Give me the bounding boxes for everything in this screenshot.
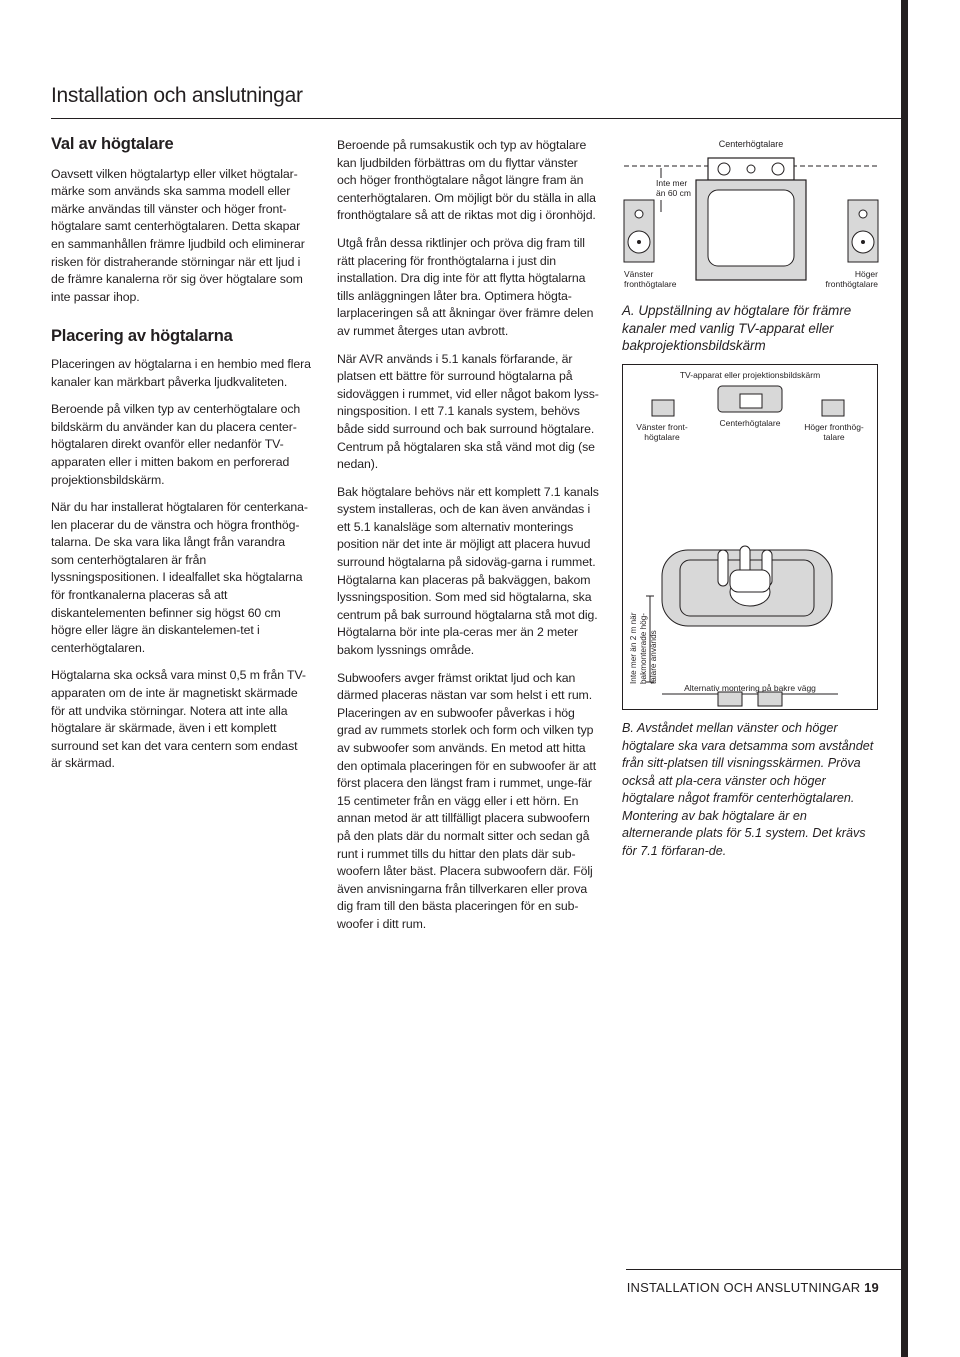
paragraph: Subwoofers avger främst oriktat ljud och kan därmed placeras nästan var som helst i ett rum. Placeringen av en subwoofer påverkas i hög grad av rummets storlek och form och vilken typ av subwoofer som används. En metod att hitta den optimala placeringen för en subwoofer är att först placera den längst fram i rummet, unge-fär 15 centimeter från en vägg eller i ett hörn. En annan metod är att tillfälligt placera subwoofern på den plats där du normalt sitter och sedan gå runt i rummet tills du hittar den plats där sub-woofern låter bäst. Placera subwoofern där. Följ även anvisningarna från tillverkaren eller prova dig fram till den bästa placeringen för en sub-woofer i ditt rum. [337, 670, 597, 931]
right-label-b: Höger fronthög- [804, 422, 864, 432]
caption-a: A. Uppställning av högtalare för främre kanaler med vanlig TV-apparat eller bakprojektionsbildskärm [622, 303, 852, 353]
page-edge-bar [901, 0, 908, 1357]
right-speaker-label: Höger [854, 269, 878, 279]
rear-label: Alternativ montering på bakre vägg [684, 683, 816, 693]
svg-text:bakmonterade hög-: bakmonterade hög- [639, 612, 648, 684]
left-speaker-label: Vänster [624, 269, 654, 279]
column-left [51, 136, 311, 783]
rear-right-speaker [758, 692, 782, 706]
paragraph: När du har installerat högtalaren för centerkana-len placerar du de vänstra och högra fronthög-talarna. De ska vara lika långt från varandra som centerhögtalaren är från lyssningspositionen. I idealfallet ska högtalarna för frontkanalerna placeras så att diskantelementen befinner sig högst 60 cm högre eller lägre än diskantelemen-tet i centerhögtalaren. [51, 500, 308, 655]
paragraph: Oavsett vilken högtalartyp eller vilket högtalar-märke som används ska samma modell eller märke användas till vänster och höger front-högtalare samt centerhögtalaren. Detta skapar en sammanhållen främre ljudbild och eliminerar risken för distraherande störningar när ett ljud i de främre kanalerna rör sig över högtalare som inte passar ihop. [51, 166, 305, 304]
paragraph: Utgå från dessa riktlinjer och pröva dig fram till rätt placering för fronthögtalarna i just din installation. Dra dig inte för att flytta högtalarna tills anläggningen låter bra. Optimera högta-larplaceringen så att åkningar över främre delen av rummet återges utan avbrott. [337, 235, 594, 338]
svg-text:än 60 cm: än 60 cm [656, 188, 691, 198]
diagram-room-layout [622, 364, 878, 710]
paragraph: Beroende på vilken typ av centerhögtalare och bildskärm du använder kan du placera center-högtalaren direkt ovanför eller nedanför TV-apparaten eller i mitten bakom en perforerad projektionsbildskärm. [51, 402, 301, 487]
page-title: Installation och anslutningar [51, 84, 303, 107]
right-speaker-b [822, 400, 844, 416]
center-label-b: Centerhögtalare [719, 418, 781, 428]
paragraph: När AVR används i 5.1 kanals förfarande, är platsen ett bättre för surround högtalarna på sidoväggen i rummet, vid eller något bakom lyss-ningsposition. I ett 7.1 kanals system, behövs både sidd surround och bak surround högtalare. Centrum på högtalaren ska stå vänd mot dig (se nedan). [337, 351, 599, 472]
svg-text:talare används: talare används [649, 630, 658, 684]
caption-b: B. Avståndet mellan vänster och höger högtalare ska vara detsamma som avståndet från sitt-platsen till visningsskärmen. Pröva också att pla-cera vänster och höger högtalare något framför centerhögtalaren. Montering av bak högtalare är en alternerande plats för 5.1 system. Det krävs för 7.1 förfaran-de. [622, 721, 874, 858]
column-middle [337, 137, 599, 944]
svg-text:fronthögtalare: fronthögtalare [624, 279, 677, 289]
svg-text:högtalare: högtalare [644, 432, 680, 442]
page-number: 19 [864, 1280, 879, 1295]
paragraph: Bak högtalare behövs när ett komplett 7.1 kanals system installeras, och de kan även användas i ett 5.1 kanalsläge som alternativ monterings position när det inte är möjligt att placera huvud surround högtalarna på sidoväg-garna i rummet. Högtalarna kan placeras på bakväggen, bakom lyssningsposition. Som med sid högtalarna, ska centrum på bak surround högtalarna stå mot dig. Högtalarna bör inte pla-ceras mer än 2 meter bakom lyssnings område. [337, 484, 599, 658]
page-footer [626, 1269, 901, 1295]
distance-note: Inte mer än 2 m när [629, 612, 638, 684]
heading-val-av-hogtalare: Val av högtalare [51, 135, 174, 153]
svg-text:fronthögtalare: fronthögtalare [825, 279, 878, 289]
paragraph: Högtalarna ska också vara minst 0,5 m från TV-apparaten om de inte är magnetiskt skärmade för att undvika störningar. Notera att inte alla högtalare är skärmade, även i ett komplett surround set kan det vara centern som endast är skärmad. [51, 668, 306, 771]
footer-section: INSTALLATION OCH ANSLUTNINGAR [626, 1280, 861, 1295]
left-label-b: Vänster front- [636, 422, 688, 432]
paragraph: Placeringen av högtalarna i en hembio med flera kanaler kan märkbart påverka ljudkvaliteten. [51, 356, 311, 389]
title-rule [51, 118, 901, 119]
left-speaker-b [652, 400, 674, 416]
heading-placering: Placering av högtalarna [51, 327, 233, 346]
svg-text:talare: talare [823, 432, 845, 442]
rear-left-speaker [718, 692, 742, 706]
center-speaker [708, 158, 794, 180]
height-note: Inte mer [656, 178, 688, 188]
paragraph: Beroende på rumsakustik och typ av högtalare kan ljudbilden förbättras om du flyttar vänster och höger fronthögtalare något längre fram än centerhögtalaren. Om möjligt bör du ställa in alla fronthögtalare så att de riktas mot dig i öronhöjd. [337, 138, 596, 223]
center-speaker-label: Centerhögtalare [718, 139, 784, 149]
tv-label: TV-apparat eller projektionsbildskärm [679, 370, 821, 380]
diagram-front-speakers [616, 134, 886, 294]
center-speaker-b [740, 394, 762, 408]
